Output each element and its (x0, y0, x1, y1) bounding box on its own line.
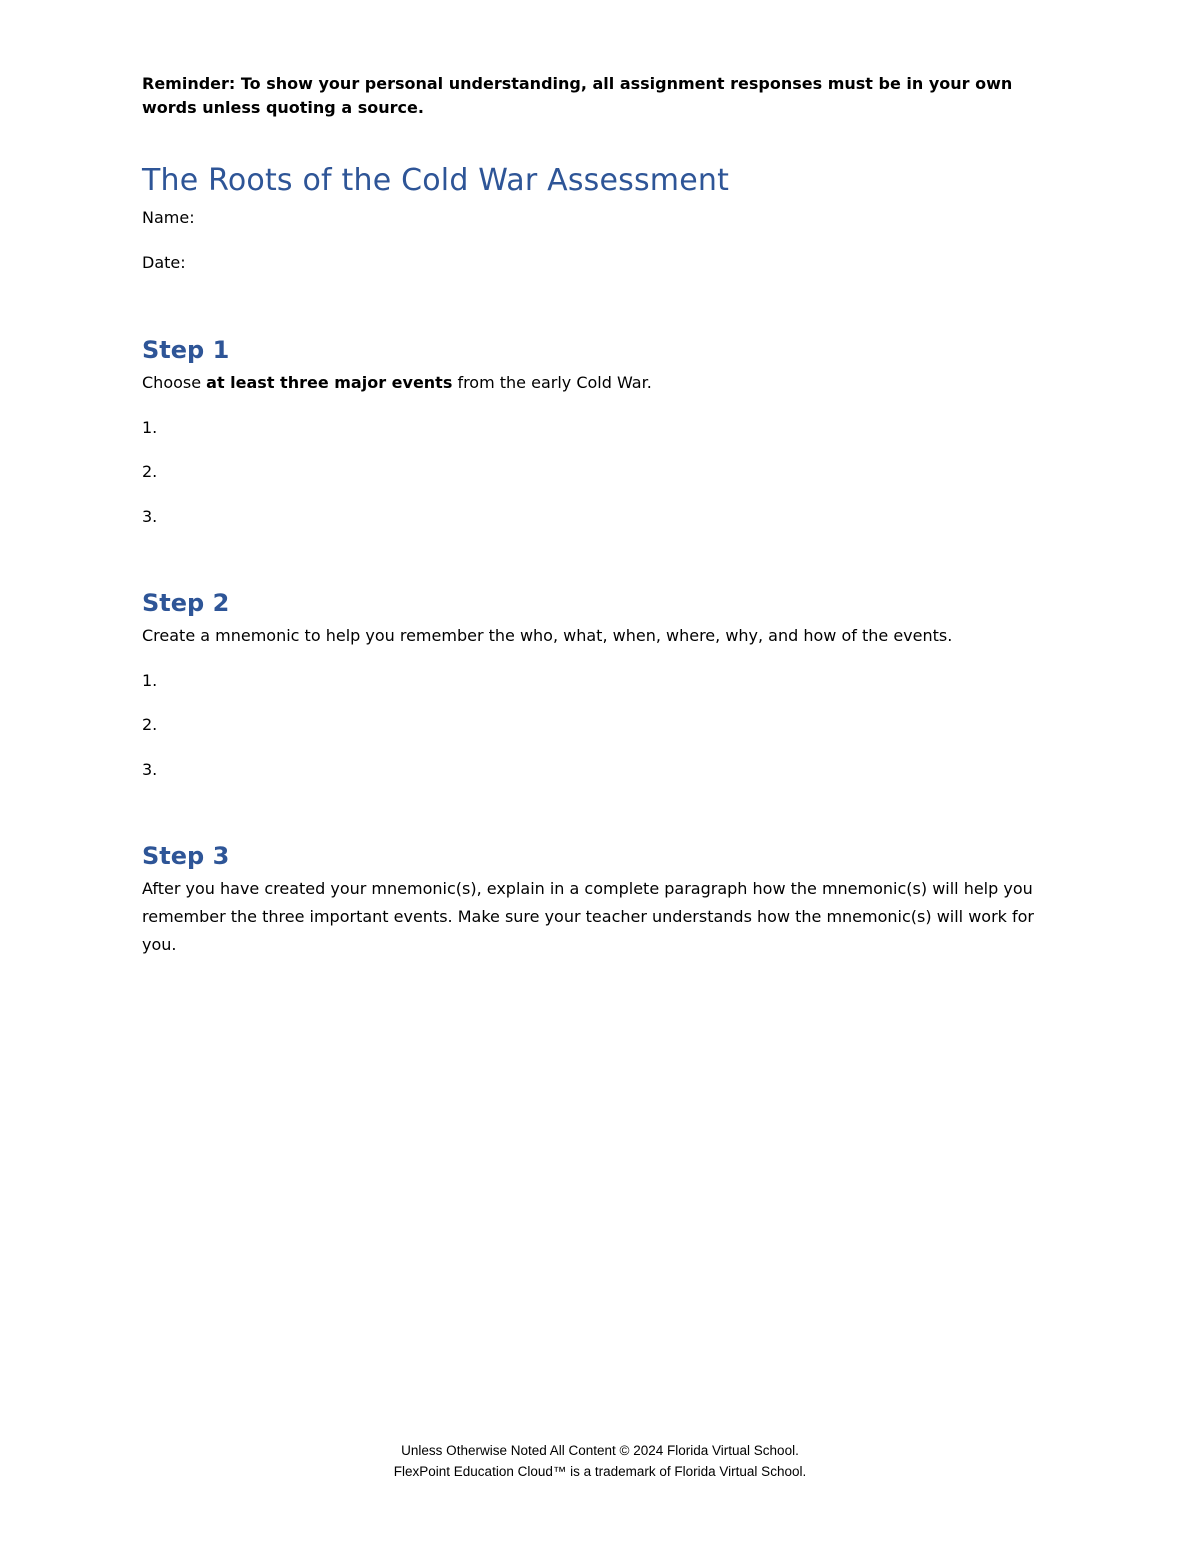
step-1-item-2: 2. (142, 462, 158, 481)
date-field-label: Date: (142, 253, 186, 272)
document-title: The Roots of the Cold War Assessment (142, 163, 730, 198)
reminder-text: To show your personal understanding, all assignment responses must be in your own words unless quoting a source. (142, 74, 1013, 117)
step-2-instruction: Create a mnemonic to help you remember the who, what, when, where, why, and how of the events. (142, 626, 953, 645)
step-2-item-3: 3. (142, 760, 158, 779)
reminder-note (142, 72, 1052, 120)
name-field-label: Name: (142, 208, 195, 227)
step-1-instruction-post: from the early Cold War. (452, 373, 652, 392)
step-3-heading: Step 3 (142, 842, 230, 870)
reminder-label: Reminder: (142, 74, 236, 93)
footer-copyright: Unless Otherwise Noted All Content © 2024 Florida Virtual School. (401, 1443, 799, 1458)
footer-trademark: FlexPoint Education Cloud™ is a trademark of Florida Virtual School. (393, 1464, 807, 1479)
step-1-item-3: 3. (142, 507, 158, 526)
step-1-instruction-bold: at least three major events (206, 373, 453, 392)
step-1-item-1: 1. (142, 418, 158, 437)
step-3-instruction: After you have created your mnemonic(s), explain in a complete paragraph how the mnemonic(s) will help you remember the three important events. Make sure your teacher understands how the mnemonic(s) will work for you. (142, 879, 1034, 954)
step-1-instruction-pre: Choose (142, 373, 207, 392)
step-2-item-2: 2. (142, 715, 158, 734)
footer (0, 1440, 1200, 1482)
step-1-instruction (142, 369, 652, 397)
step-1-heading: Step 1 (142, 336, 230, 364)
step-2-heading: Step 2 (142, 589, 230, 617)
step-2-item-1: 1. (142, 671, 158, 690)
